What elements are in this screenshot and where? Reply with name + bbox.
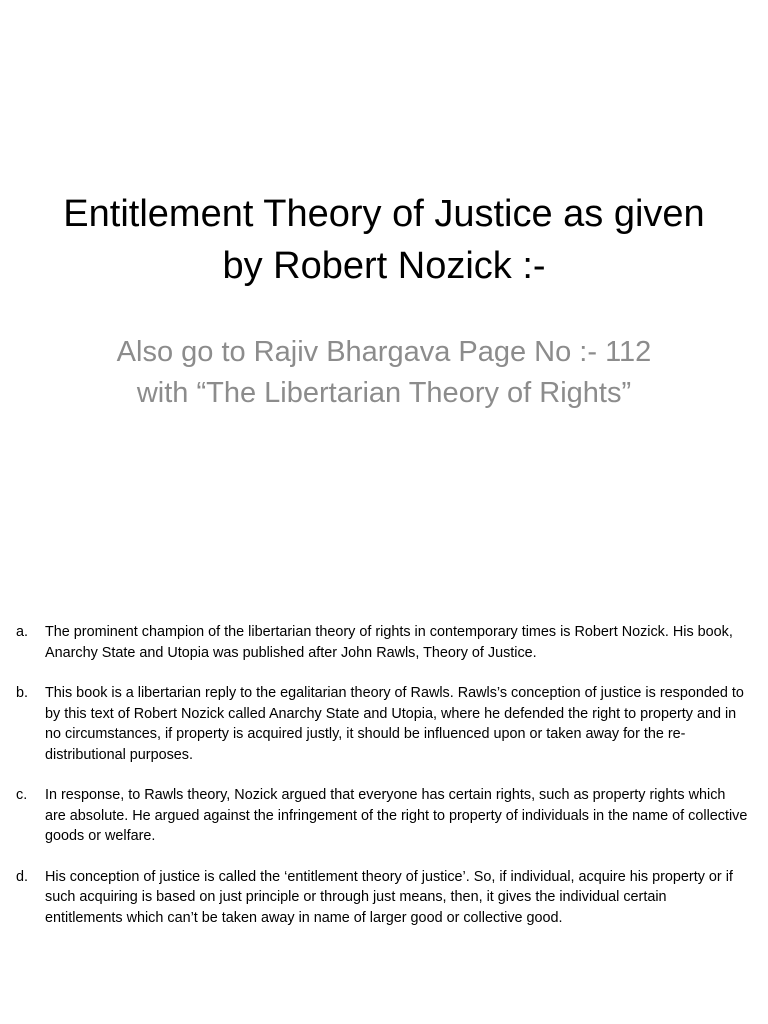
note-item-d xyxy=(0,867,768,929)
note-item-a xyxy=(0,622,768,663)
note-marker: d. xyxy=(16,868,29,885)
slide-subtitle: Also go to Rajiv Bhargava Page No :- 112 with “The Libertarian Theory of Rights” xyxy=(116,336,652,409)
note-text: In response, to Rawls theory, Nozick argued that everyone has certain rights, such as property rights which are absolute. He argued against the infringement of the right to property of individuals in the name of collective goods or welfare. xyxy=(45,787,748,844)
note-item-c xyxy=(0,785,768,847)
slide-title: Entitlement Theory of Justice as given by Robert Nozick :- xyxy=(63,193,705,287)
note-marker: b. xyxy=(16,685,29,701)
note-marker: c. xyxy=(16,787,28,803)
note-item-b xyxy=(0,683,768,765)
note-marker: a. xyxy=(16,624,29,640)
note-text: The prominent champion of the libertarian theory of rights in contemporary times is Robert Nozick. His book, Anarchy State and Utopia was published after John Rawls, Theory of Justice. xyxy=(45,624,733,661)
note-text: This book is a libertarian reply to the egalitarian theory of Rawls. Rawls’s conception of justice is responded to by this text of Robert Nozick called Anarchy State and Utopia, where he defended the right to property and in no circumstances, if property is acquired justly, it should be influenced upon or taken away for the re-distributional purposes. xyxy=(45,685,744,763)
note-text: His conception of justice is called the ‘entitlement theory of justice’. So, if individual, acquire his property or if such acquiring is based on just principle or through just means, then, it gives the individual certain entitlements which can’t be taken away in name of larger good or collective good. xyxy=(45,868,733,926)
notes-list xyxy=(0,622,768,928)
